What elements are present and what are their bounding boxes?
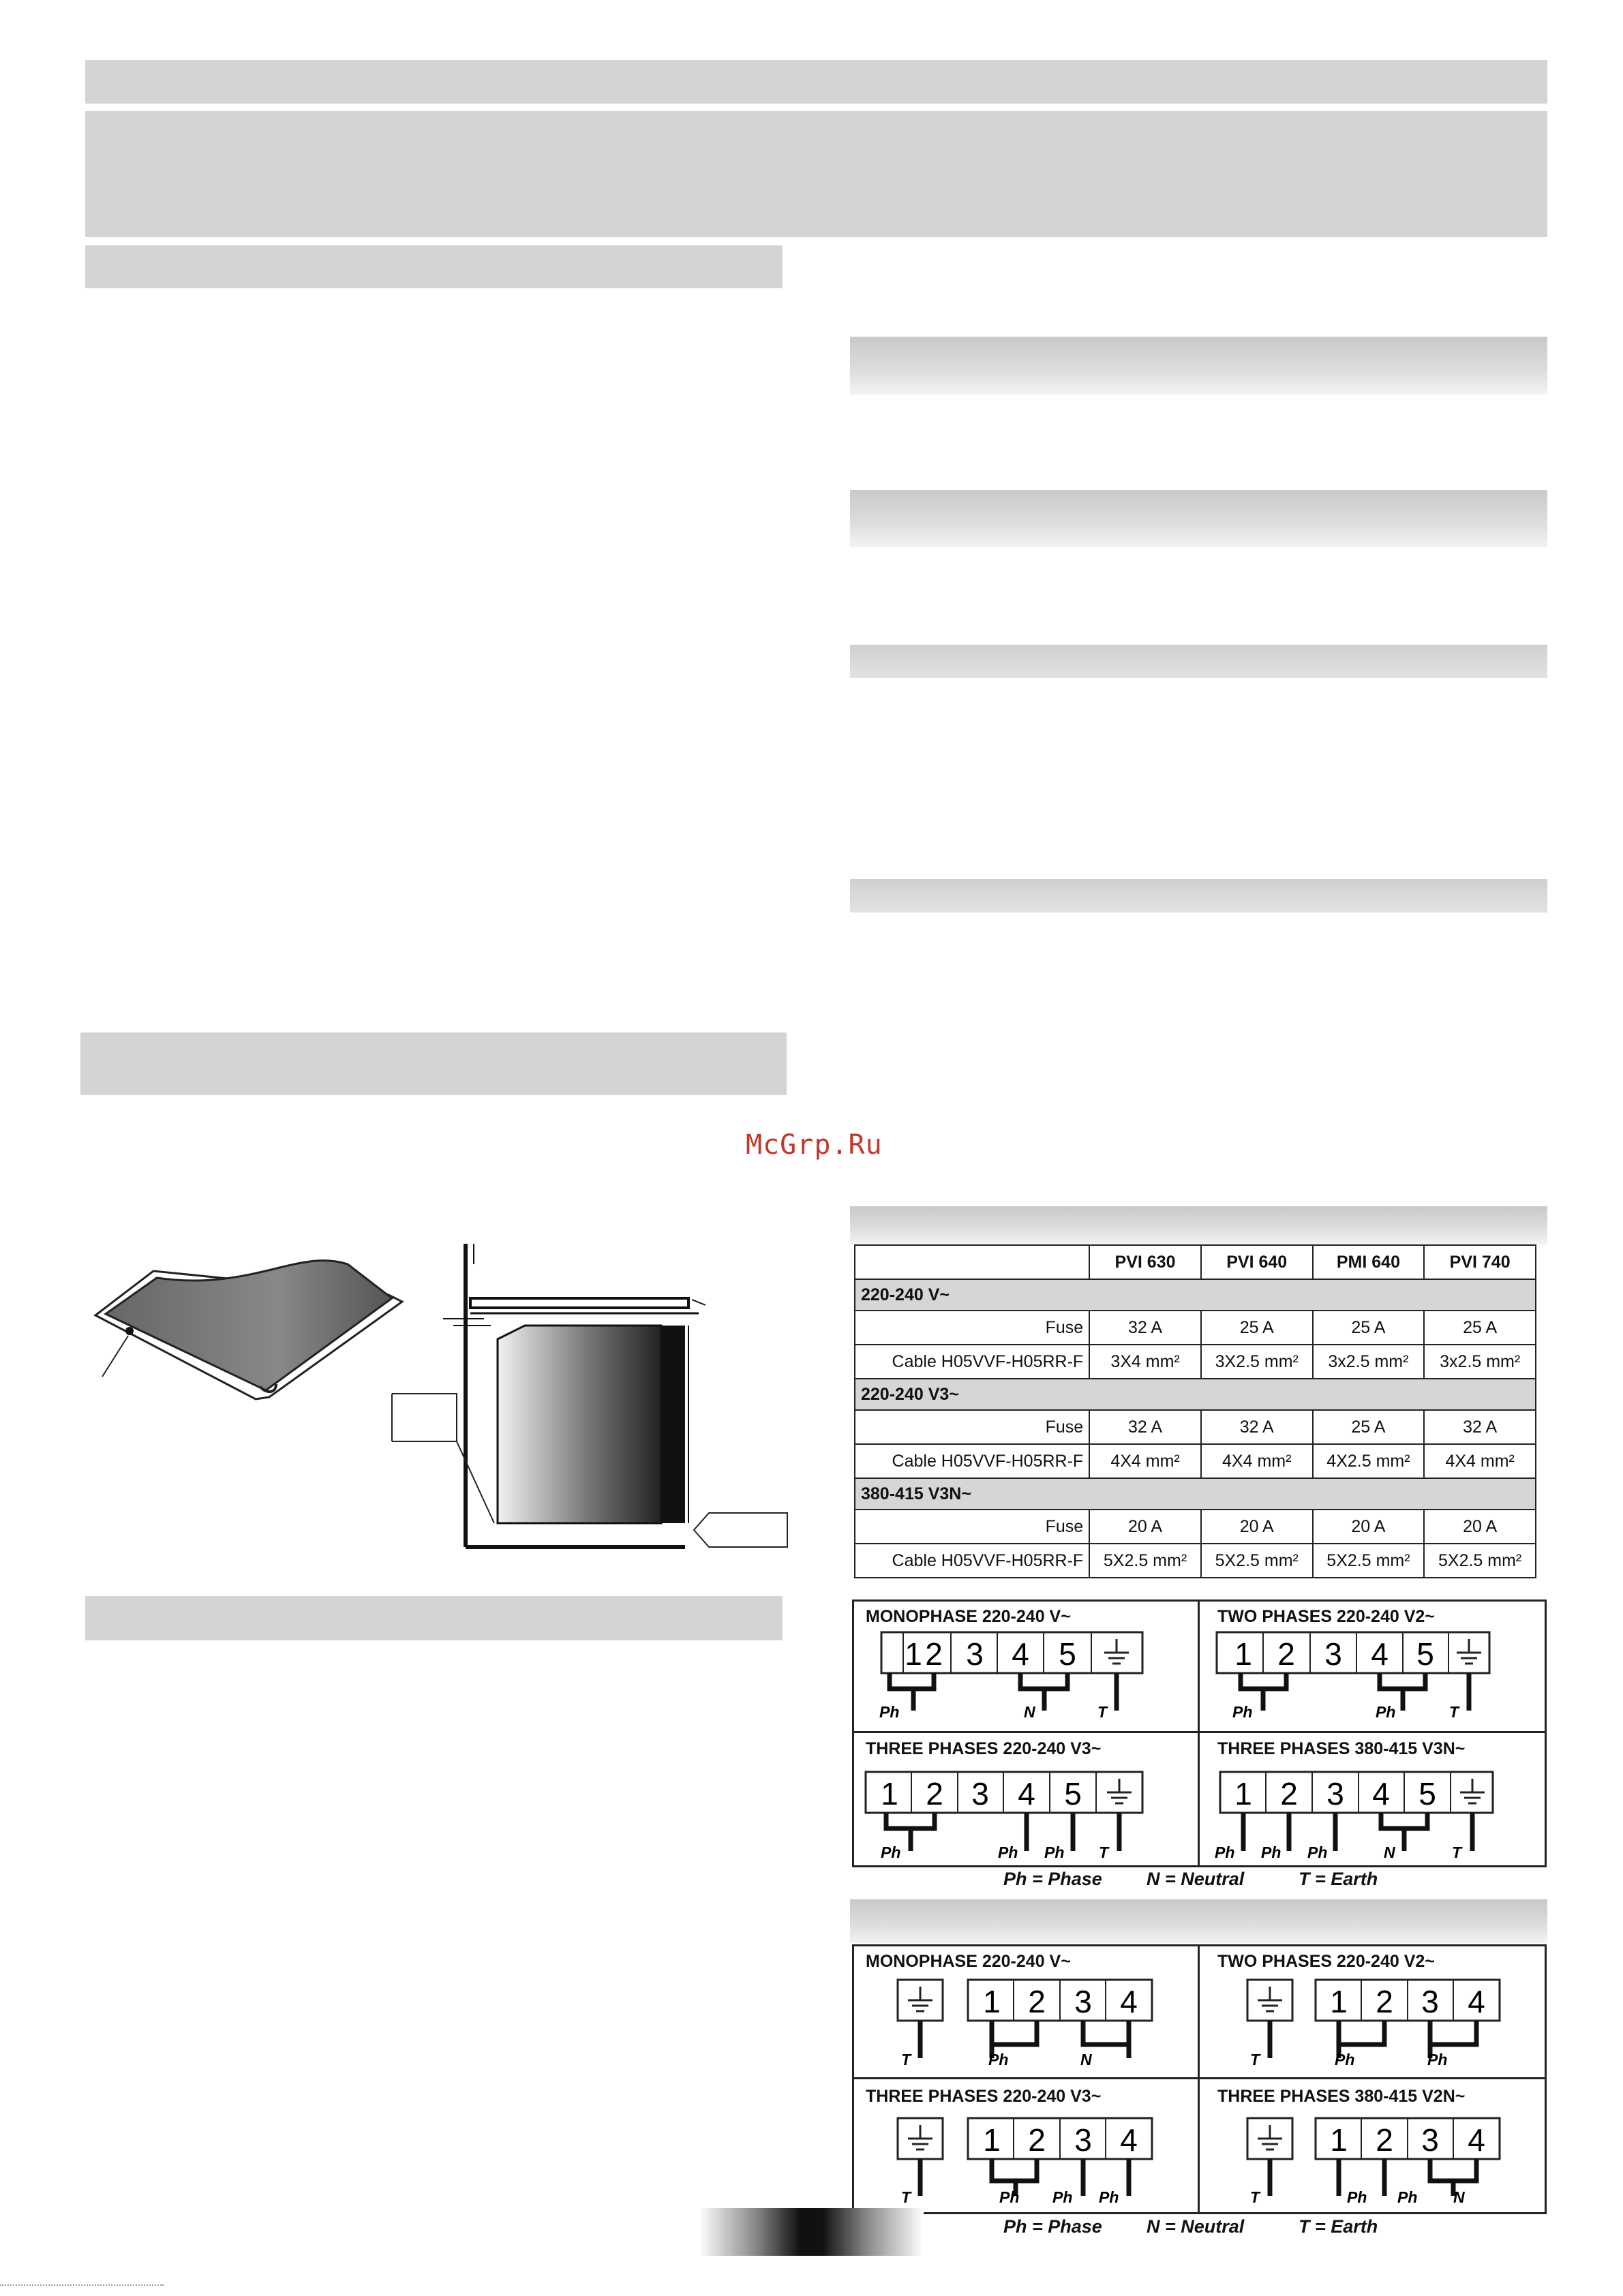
- terminal-number: 3: [971, 1776, 989, 1811]
- terminal-number: 5: [1064, 1776, 1082, 1811]
- wire-label: T: [1250, 2188, 1260, 2206]
- terminal-number: 3: [1421, 2122, 1439, 2158]
- wire-label: Ph: [1261, 1843, 1281, 1861]
- wiring2-title-mono: MONOPHASE 220-240 V~: [866, 1952, 1071, 1971]
- terminal-number: 1: [905, 1636, 922, 1672]
- wire-label: N: [1384, 1843, 1395, 1861]
- page-tab-gradient: [699, 2208, 924, 2256]
- cell-value: 5X2.5 mm²: [1424, 1544, 1536, 1578]
- earth-icon: [1258, 2125, 1282, 2149]
- wire-label: N: [1453, 2188, 1465, 2206]
- cell-value: 3X2.5 mm²: [1201, 1345, 1313, 1379]
- terminal-number: 1: [881, 1776, 898, 1811]
- table-section-title: 380-415 V3N~: [855, 1478, 1536, 1510]
- terminal-number: 3: [1074, 2122, 1092, 2158]
- wire-label: N: [1080, 2051, 1092, 2068]
- wire-label: N: [1024, 1703, 1035, 1721]
- terminal-number: 1: [1234, 1636, 1252, 1672]
- footer-marks: [0, 2284, 164, 2290]
- cell-value: 20 A: [1313, 1510, 1425, 1544]
- wire-label: Ph: [1232, 1703, 1253, 1721]
- wiring1-legend-phase: Ph = Phase: [1003, 1869, 1102, 1889]
- terminal-number: 1: [1330, 2122, 1348, 2158]
- cell-value: 20 A: [1201, 1510, 1313, 1544]
- wiring1-title-two: TWO PHASES 220-240 V2~: [1217, 1607, 1435, 1626]
- wire-label: Ph: [881, 1843, 901, 1861]
- table-section-title: 220-240 V3~: [855, 1379, 1536, 1410]
- wiring1-title-threeN: THREE PHASES 380-415 V3N~: [1217, 1739, 1466, 1758]
- cell-value: 3x2.5 mm²: [1313, 1345, 1425, 1379]
- terminal-number: 4: [1372, 1776, 1390, 1811]
- cell-value: 32 A: [1424, 1410, 1536, 1444]
- wire-label: T: [1452, 1843, 1462, 1861]
- row-label: Cable H05VVF-H05RR-F: [855, 1544, 1089, 1578]
- terminal-number: 2: [1028, 1984, 1046, 2019]
- terminal-number: 1: [983, 1984, 1001, 2019]
- wiring2-panel-threeN: [1247, 2118, 1500, 2206]
- cell-value: 4X4 mm²: [1089, 1444, 1201, 1478]
- terminal-number: 3: [1074, 1984, 1092, 2019]
- wiring2-title-three: THREE PHASES 220-240 V3~: [866, 2087, 1102, 2106]
- wiring2-legend-phase: Ph = Phase: [1003, 2216, 1102, 2237]
- terminal-number: 5: [1059, 1636, 1076, 1672]
- table-header-cell: PVI 640: [1201, 1245, 1313, 1279]
- terminal-number: 1: [1330, 1984, 1348, 2019]
- cell-value: 4X4 mm²: [1424, 1444, 1536, 1478]
- terminal-number: 2: [925, 1636, 943, 1672]
- wire-label: Ph: [1347, 2188, 1367, 2206]
- wire-label: Ph: [1099, 2188, 1119, 2206]
- earth-icon: [908, 2125, 932, 2149]
- cell-value: 3X4 mm²: [1089, 1345, 1201, 1379]
- terminal-number: 2: [1028, 2122, 1046, 2158]
- terminal-number: 3: [1326, 1776, 1344, 1811]
- terminal-number: 2: [1280, 1776, 1298, 1811]
- terminal-number: 4: [1012, 1636, 1029, 1672]
- wire-label: T: [1097, 1703, 1108, 1721]
- wiring2-legend-neutral: N = Neutral: [1147, 2216, 1245, 2237]
- row-label: Cable H05VVF-H05RR-F: [855, 1345, 1089, 1379]
- wire-label: T: [901, 2188, 911, 2206]
- cell-value: 25 A: [1424, 1311, 1536, 1345]
- terminal-number: 4: [1120, 2122, 1138, 2158]
- terminal-number: 4: [1371, 1636, 1389, 1672]
- wiring2-legend-earth: T = Earth: [1299, 2216, 1378, 2237]
- terminal-number: 3: [1421, 1984, 1439, 2019]
- wiring2-title-threeN: THREE PHASES 380-415 V2N~: [1217, 2087, 1466, 2106]
- wire-label: Ph: [1427, 2051, 1448, 2068]
- watermark-text: McGrp.Ru: [746, 1129, 883, 1161]
- terminal-number: 2: [926, 1776, 943, 1811]
- wire-label: Ph: [999, 2188, 1020, 2206]
- terminal-number: 5: [1416, 1636, 1434, 1672]
- terminal-number: 4: [1468, 1984, 1485, 2019]
- wire-label: Ph: [1307, 1843, 1328, 1861]
- wire-label: T: [1250, 2051, 1260, 2068]
- wire-label: T: [1099, 1843, 1109, 1861]
- wiring1-title-mono: MONOPHASE 220-240 V~: [866, 1607, 1071, 1626]
- terminal-number: 1: [983, 2122, 1001, 2158]
- wire-label: Ph: [988, 2051, 1009, 2068]
- terminal-number: 3: [1324, 1636, 1342, 1672]
- wiring1-title-three: THREE PHASES 220-240 V3~: [866, 1739, 1102, 1758]
- cell-value: 3x2.5 mm²: [1424, 1345, 1536, 1379]
- table-section-title: 220-240 V~: [855, 1279, 1536, 1311]
- wire-label: T: [901, 2051, 911, 2068]
- terminal-number: 2: [1277, 1636, 1295, 1672]
- cell-value: 20 A: [1089, 1510, 1201, 1544]
- terminal-number: 2: [1376, 1984, 1393, 2019]
- terminal-number: 4: [1018, 1776, 1035, 1811]
- wiring2-title-two: TWO PHASES 220-240 V2~: [1217, 1952, 1435, 1971]
- table-header-cell: PMI 640: [1313, 1245, 1425, 1279]
- row-label: Fuse: [855, 1410, 1089, 1444]
- wire-label: Ph: [1044, 1843, 1065, 1861]
- cell-value: 20 A: [1424, 1510, 1536, 1544]
- terminal-number: 3: [966, 1636, 984, 1672]
- wire-label: Ph: [1215, 1843, 1235, 1861]
- terminal-number: 1: [1234, 1776, 1252, 1811]
- terminal-number: 2: [1376, 2122, 1393, 2158]
- cell-value: 32 A: [1089, 1311, 1201, 1345]
- wire-label: T: [1449, 1703, 1459, 1721]
- wire-label: Ph: [1397, 2188, 1418, 2206]
- wiring2-panel-two: [1247, 1980, 1500, 2068]
- wiring2-panel-three: [898, 2118, 1152, 2206]
- cell-value: 5X2.5 mm²: [1313, 1544, 1425, 1578]
- wiring2-panel-mono: [898, 1980, 1152, 2068]
- cell-value: 25 A: [1313, 1311, 1425, 1345]
- terminal-number: 4: [1468, 2122, 1485, 2158]
- wiring1-legend-earth: T = Earth: [1299, 1869, 1378, 1889]
- cell-value: 4X2.5 mm²: [1313, 1444, 1425, 1478]
- cell-value: 25 A: [1201, 1311, 1313, 1345]
- wire-label: Ph: [1335, 2051, 1355, 2068]
- cell-value: 32 A: [1089, 1410, 1201, 1444]
- terminal-number: 5: [1419, 1776, 1436, 1811]
- wiring1-legend-neutral: N = Neutral: [1147, 1869, 1245, 1889]
- cell-value: 32 A: [1201, 1410, 1313, 1444]
- cell-value: 25 A: [1313, 1410, 1425, 1444]
- earth-icon: [1258, 1987, 1282, 2011]
- row-label: Cable H05VVF-H05RR-F: [855, 1444, 1089, 1478]
- cell-value: 5X2.5 mm²: [1089, 1544, 1201, 1578]
- row-label: Fuse: [855, 1510, 1089, 1544]
- wire-label: Ph: [1376, 1703, 1396, 1721]
- wire-label: Ph: [1052, 2188, 1073, 2206]
- cell-value: 4X4 mm²: [1201, 1444, 1313, 1478]
- wire-label: Ph: [998, 1843, 1018, 1861]
- cell-value: 5X2.5 mm²: [1201, 1544, 1313, 1578]
- row-label: Fuse: [855, 1311, 1089, 1345]
- earth-icon: [908, 1987, 932, 2011]
- wire-label: Ph: [879, 1703, 900, 1721]
- table-header-cell: PVI 740: [1424, 1245, 1536, 1279]
- table-header-cell: PVI 630: [1089, 1245, 1201, 1279]
- terminal-number: 4: [1120, 1984, 1138, 2019]
